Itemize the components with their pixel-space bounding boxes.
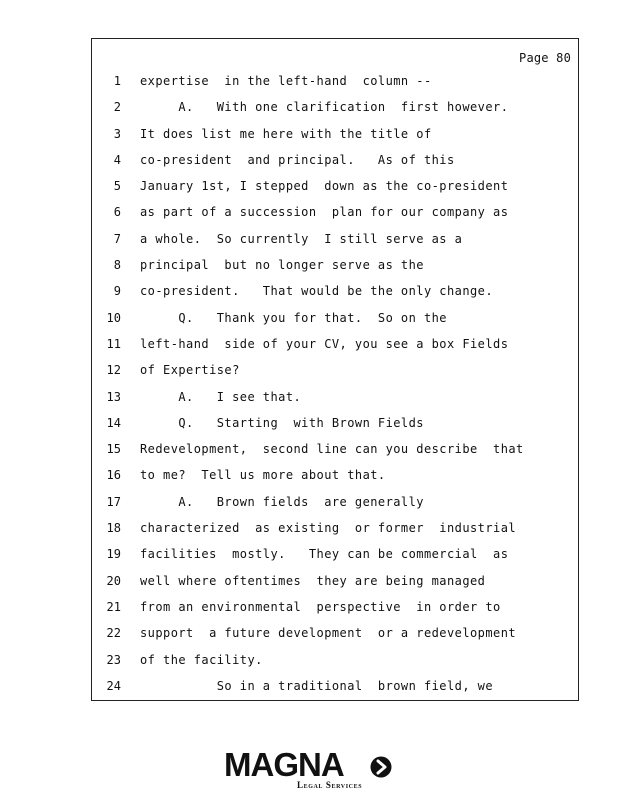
line-number: 23 [106,652,121,667]
logo-subtitle: Legal Services [297,780,363,790]
line-text: expertise in the left-hand column -- [140,74,432,88]
transcript-line [92,441,578,467]
transcript-line [92,415,578,441]
line-number: 12 [106,363,121,378]
line-text: facilities mostly. They can be commercial as [140,547,509,562]
transcript-line [92,625,578,651]
line-text: co-president and principal. As of this [140,152,455,167]
line-text: Q. Starting with Brown Fields [140,415,424,430]
line-text: a whole. So currently I still serve as a [140,231,463,246]
line-number: 15 [106,442,121,457]
line-number: 19 [106,547,121,562]
line-text: A. Brown fields are generally [140,494,424,509]
line-number: 13 [106,389,121,404]
magna-logo [224,748,396,792]
transcript-line [92,389,578,415]
transcript-line [92,283,578,309]
line-text: Q. Thank you for that. So on the [140,310,447,325]
transcript-line [92,73,578,99]
line-number: 16 [106,468,121,483]
line-number: 21 [106,599,121,614]
transcript-line [92,99,578,125]
transcript-line [92,467,578,493]
line-text: characterized as existing or former industrial [140,521,517,536]
line-number: 24 [106,678,121,693]
line-number: 17 [106,494,121,509]
line-number: 11 [106,336,121,351]
line-text: well where oftentimes they are being managed [140,573,486,588]
transcript-line [92,310,578,336]
transcript-line [92,257,578,283]
line-text: left-hand side of your CV, you see a box Fields [140,336,509,351]
transcript-line [92,178,578,204]
line-text: support a future development or a redevelopment [140,626,517,641]
transcript-line [92,494,578,520]
line-text: of the facility. [140,652,263,667]
line-text: to me? Tell us more about that. [140,468,386,483]
line-number: 5 [113,179,121,194]
transcript-line [92,573,578,599]
line-text: So in a traditional brown field, we [140,678,494,693]
transcript-line [92,362,578,388]
transcript-page [91,38,579,701]
transcript-line [92,652,578,678]
line-number: 9 [113,284,121,299]
transcript-line [92,336,578,362]
line-text: from an environmental perspective in order to [140,599,501,614]
line-number: 2 [113,100,121,115]
logo-wordmark: MAGNA [224,746,344,783]
transcript-line [92,599,578,625]
line-number: 7 [113,231,121,246]
line-number: 14 [106,415,121,430]
line-text: of Expertise? [140,363,240,378]
line-number: 3 [113,126,121,141]
transcript-lines [92,73,578,704]
line-number: 8 [113,258,121,273]
line-text: January 1st, I stepped down as the co-president [140,179,509,194]
transcript-line [92,546,578,572]
line-text: co-president. That would be the only change. [140,284,494,299]
line-number: 22 [106,626,121,641]
chevron-right-circle-icon [370,756,392,778]
line-text: principal but no longer serve as the [140,258,424,273]
transcript-line [92,520,578,546]
line-number: 4 [113,152,121,167]
page-number: Page 80 [519,51,571,65]
line-text: A. I see that. [140,389,302,404]
line-text: as part of a succession plan for our company as [140,205,509,220]
transcript-line [92,126,578,152]
line-number: 20 [106,573,121,588]
line-number: 1 [113,74,121,88]
line-text: Redevelopment, second line can you describe that [140,442,524,457]
line-number: 18 [106,521,121,536]
line-text: It does list me here with the title of [140,126,432,141]
transcript-line [92,152,578,178]
transcript-line [92,678,578,704]
transcript-line [92,204,578,230]
transcript-line [92,231,578,257]
line-number: 6 [113,205,121,220]
line-number: 10 [106,310,121,325]
line-text: A. With one clarification first however. [140,100,509,115]
